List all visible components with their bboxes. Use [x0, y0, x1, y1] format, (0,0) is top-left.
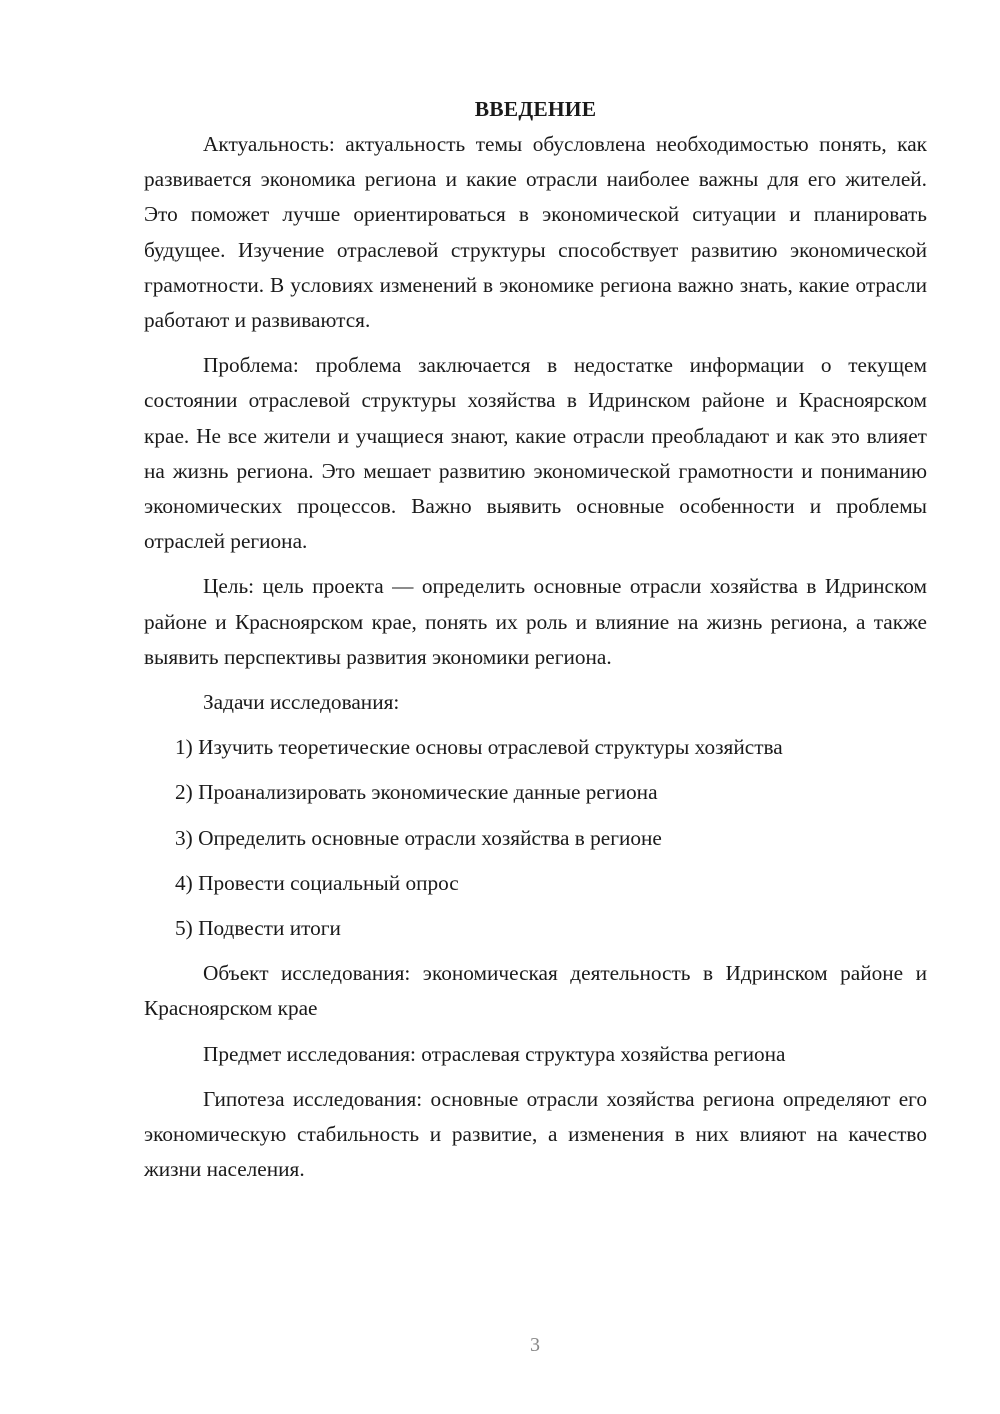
tasks-heading: Задачи исследования:: [203, 690, 400, 715]
task-item: 4) Провести социальный опрос: [175, 870, 459, 895]
task-item: 3) Определить основные отрасли хозяйства в регионе: [175, 825, 662, 850]
object-paragraph: Объект исследования: экономическая деятельность в Идринском районе и Красноярском крае: [144, 961, 927, 1021]
actuality-paragraph: Актуальность: актуальность темы обусловлена необходимостью понять, как развивается экономика региона и какие отрасли наиболее важны для его жителей. Это поможет лучше ориентироваться в экономической ситуации и планировать будущее. Изучение отраслевой структуры способствует развитию экономической грамотности. В условиях изменений в экономике региона важно знать, какие отрасли работают и развиваются.: [144, 132, 927, 333]
problem-paragraph: Проблема: проблема заключается в недостатке информации о текущем состоянии отраслевой структуры хозяйства в Идринском районе и Красноярском крае. Не все жители и учащиеся знают, какие отрасли преобладают и как это влияет на жизнь региона. Это мешает развитию экономической грамотности и пониманию экономических процессов. Важно выявить основные особенности и проблемы отраслей региона.: [144, 353, 927, 554]
tasks-list: [144, 730, 927, 946]
document-page: [144, 92, 927, 1197]
task-item: 1) Изучить теоретические основы отраслевой структуры хозяйства: [175, 735, 783, 760]
page-number: 3: [530, 1334, 540, 1356]
section-title: ВВЕДЕНИЕ: [474, 97, 597, 121]
task-item: 5) Подвести итоги: [175, 916, 341, 941]
subject-paragraph: Предмет исследования: отраслевая структура хозяйства региона: [203, 1041, 786, 1066]
goal-paragraph: Цель: цель проекта — определить основные отрасли хозяйства в Идринском районе и Красноярском крае, понять их роль и влияние на жизнь региона, а также выявить перспективы развития экономики региона.: [144, 574, 927, 669]
hypothesis-paragraph: Гипотеза исследования: основные отрасли хозяйства региона определяют его экономическую стабильность и развитие, а изменения в них влияют на качество жизни населения.: [144, 1086, 927, 1182]
task-item: 2) Проанализировать экономические данные региона: [175, 780, 658, 805]
